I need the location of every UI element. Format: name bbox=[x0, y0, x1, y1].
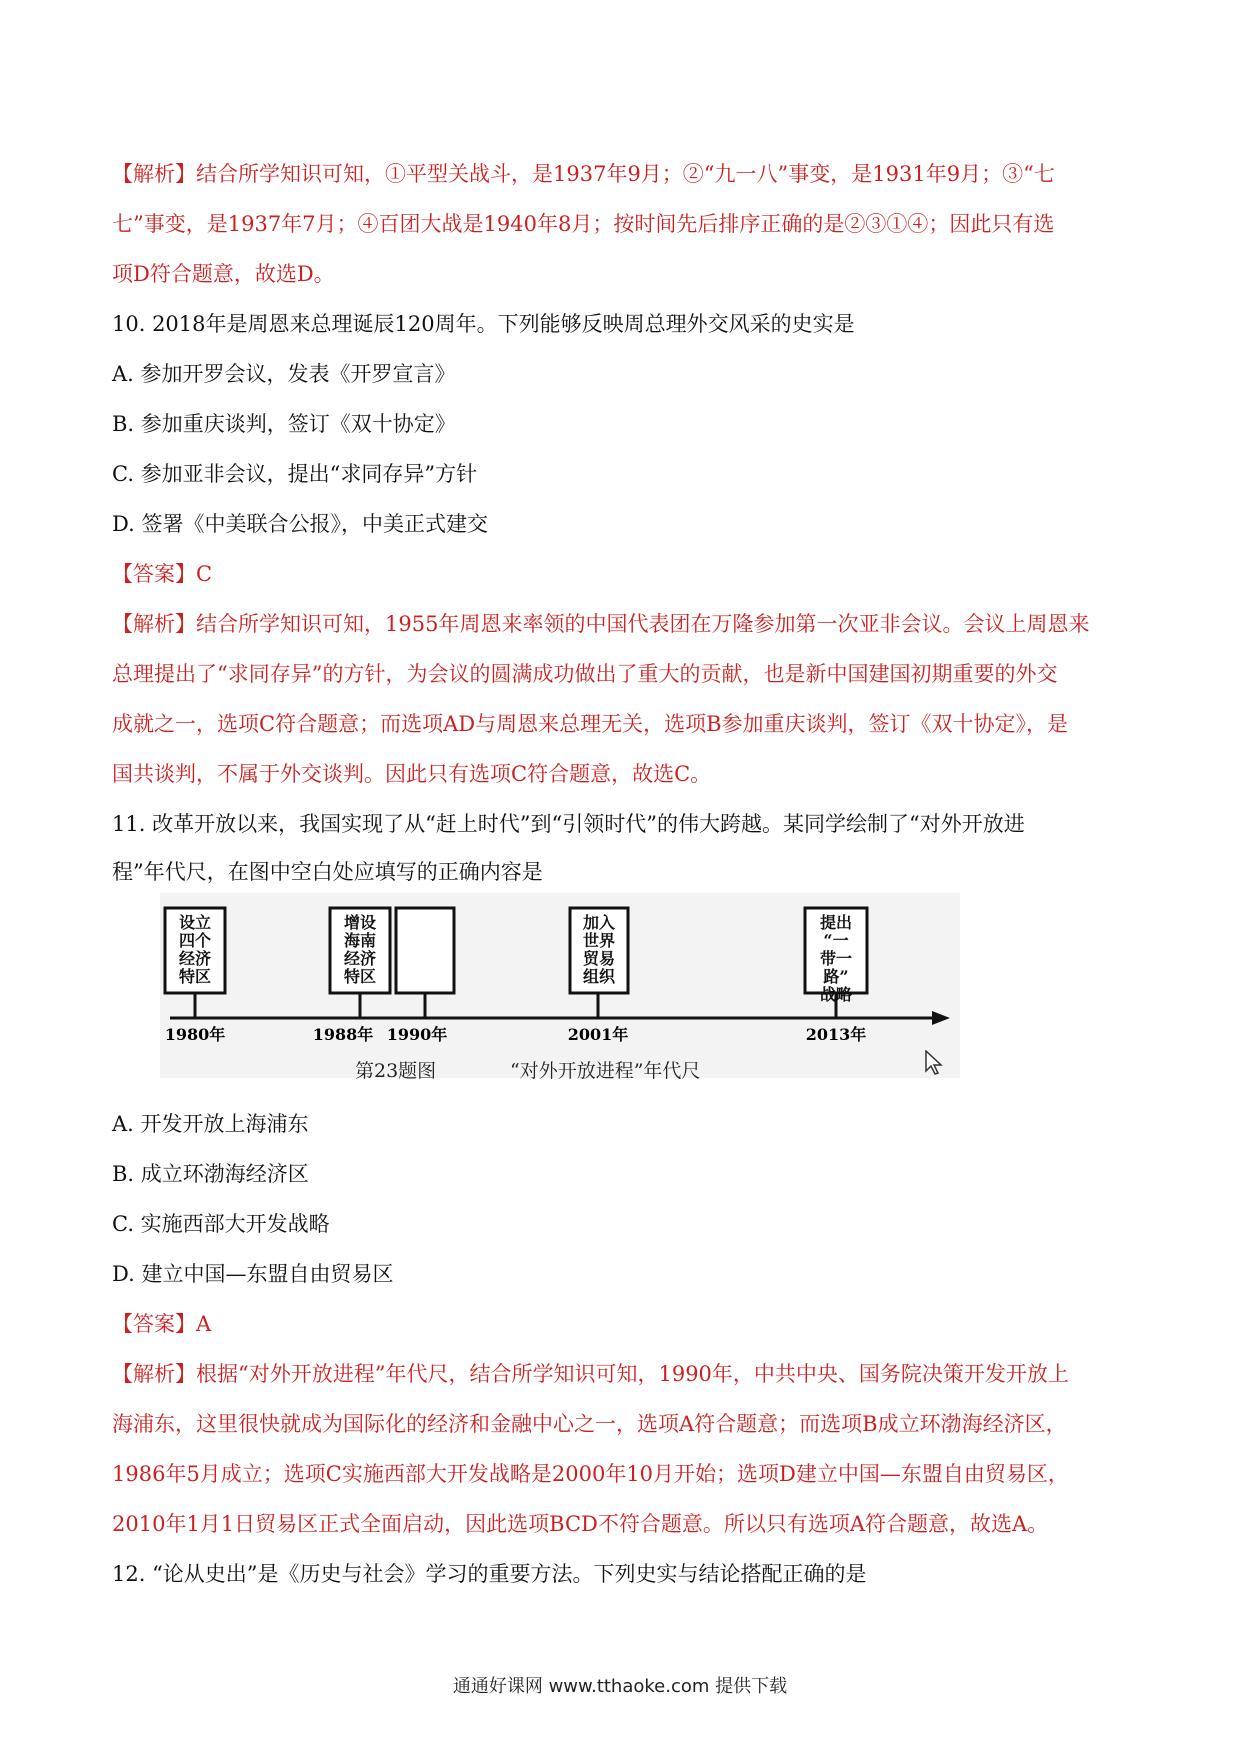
option-c: C. 参加亚非会议，提出“求同存异”方针 bbox=[112, 462, 478, 486]
analysis-label: 【解析】 bbox=[112, 612, 196, 636]
analysis-line: 成就之一，选项C符合题意；而选项AD与周恩来总理无关，选项B参加重庆谈判，签订《双十协定》，是 bbox=[112, 712, 1068, 736]
year-label-2001: 2001年 bbox=[567, 1025, 629, 1044]
option-b: B. 参加重庆谈判，签订《双十协定》 bbox=[112, 412, 456, 436]
analysis-paragraph: 【解析】结合所学知识可知，1955年周恩来率领的中国代表团在万隆参加第一次亚非会议。会议上周恩来 bbox=[112, 612, 1090, 636]
question-12-stem: 12. “论从史出”是《历史与社会》学习的重要方法。下列史实与结论搭配正确的是 bbox=[112, 1562, 867, 1586]
year-label-1990: 1990年 bbox=[386, 1025, 448, 1044]
box-text-1988: 增设海南经济特区 bbox=[343, 913, 377, 986]
question-11-stem: 11. 改革开放以来，我国实现了从“赶上时代”到“引领时代”的伟大跨越。某同学绘制了“对外开放进 bbox=[112, 812, 1025, 836]
analysis-line: 1986年5月成立；选项C实施西部大开发战略是2000年10月开始；选项D建立中国—东盟自由贸易区， bbox=[112, 1462, 1069, 1486]
analysis-line: 七”事变，是1937年7月；④百团大战是1940年8月；按时间先后排序正确的是②③①④；因此只有选 bbox=[112, 212, 1055, 236]
option-a: A. 开发开放上海浦东 bbox=[112, 1112, 309, 1136]
analysis-line: 总理提出了“求同存异”的方针，为会议的圆满成功做出了重大的贡献，也是新中国建国初期重要的外交 bbox=[112, 662, 1058, 686]
box-text-2013: 提出“一带一路”战略 bbox=[819, 913, 853, 1004]
answer-line: 【答案】C bbox=[112, 562, 213, 586]
analysis-paragraph: 【解析】结合所学知识可知，①平型关战斗，是1937年9月；②“九一八”事变，是1931年9月；③“七 bbox=[112, 162, 1055, 186]
option-d: D. 建立中国—东盟自由贸易区 bbox=[112, 1262, 394, 1286]
footer-source: 通通好课网 www.tthaoke.com 提供下载 bbox=[452, 1676, 788, 1697]
answer-label: 【答案】 bbox=[112, 1312, 196, 1336]
analysis-label: 【解析】 bbox=[112, 162, 196, 186]
timeline-box-blank bbox=[396, 908, 454, 993]
figure-caption-number: 第23题图 bbox=[355, 1060, 437, 1082]
answer-label: 【答案】 bbox=[112, 562, 196, 586]
timeline-figure bbox=[160, 893, 960, 1078]
analysis-line: 项D符合题意，故选D。 bbox=[112, 262, 335, 286]
analysis-paragraph: 【解析】根据“对外开放进程”年代尺，结合所学知识可知，1990年，中共中央、国务院决策开发开放上 bbox=[112, 1362, 1069, 1386]
year-label-1980: 1980年 bbox=[164, 1025, 226, 1044]
year-label-2013: 2013年 bbox=[805, 1025, 867, 1044]
box-text-2001: 加入世界贸易组织 bbox=[582, 913, 616, 986]
timeline-arrow bbox=[932, 1011, 950, 1025]
analysis-line: 国共谈判，不属于外交谈判。因此只有选项C符合题意，故选C。 bbox=[112, 762, 712, 786]
question-11-stem: 程”年代尺，在图中空白处应填写的正确内容是 bbox=[112, 860, 543, 884]
analysis-label: 【解析】 bbox=[112, 1362, 196, 1386]
option-c: C. 实施西部大开发战略 bbox=[112, 1212, 330, 1236]
year-label-1988: 1988年 bbox=[312, 1025, 374, 1044]
mouse-pointer-icon bbox=[925, 1050, 943, 1080]
option-a: A. 参加开罗会议，发表《开罗宣言》 bbox=[112, 362, 456, 386]
option-b: B. 成立环渤海经济区 bbox=[112, 1162, 309, 1186]
figure-caption-title: “对外开放进程”年代尺 bbox=[510, 1060, 701, 1082]
answer-line: 【答案】A bbox=[112, 1312, 212, 1336]
option-d: D. 签署《中美联合公报》，中美正式建交 bbox=[112, 512, 488, 536]
analysis-line: 2010年1月1日贸易区正式全面启动，因此选项BCD不符合题意。所以只有选项A符合题意，故选A。 bbox=[112, 1512, 1049, 1536]
question-10-stem: 10. 2018年是周恩来总理诞辰120周年。下列能够反映周总理外交风采的史实是 bbox=[112, 312, 855, 336]
analysis-line: 海浦东，这里很快就成为国际化的经济和金融中心之一，选项A符合题意；而选项B成立环渤海经济区， bbox=[112, 1412, 1067, 1436]
box-text-1980: 设立四个经济特区 bbox=[178, 913, 212, 986]
